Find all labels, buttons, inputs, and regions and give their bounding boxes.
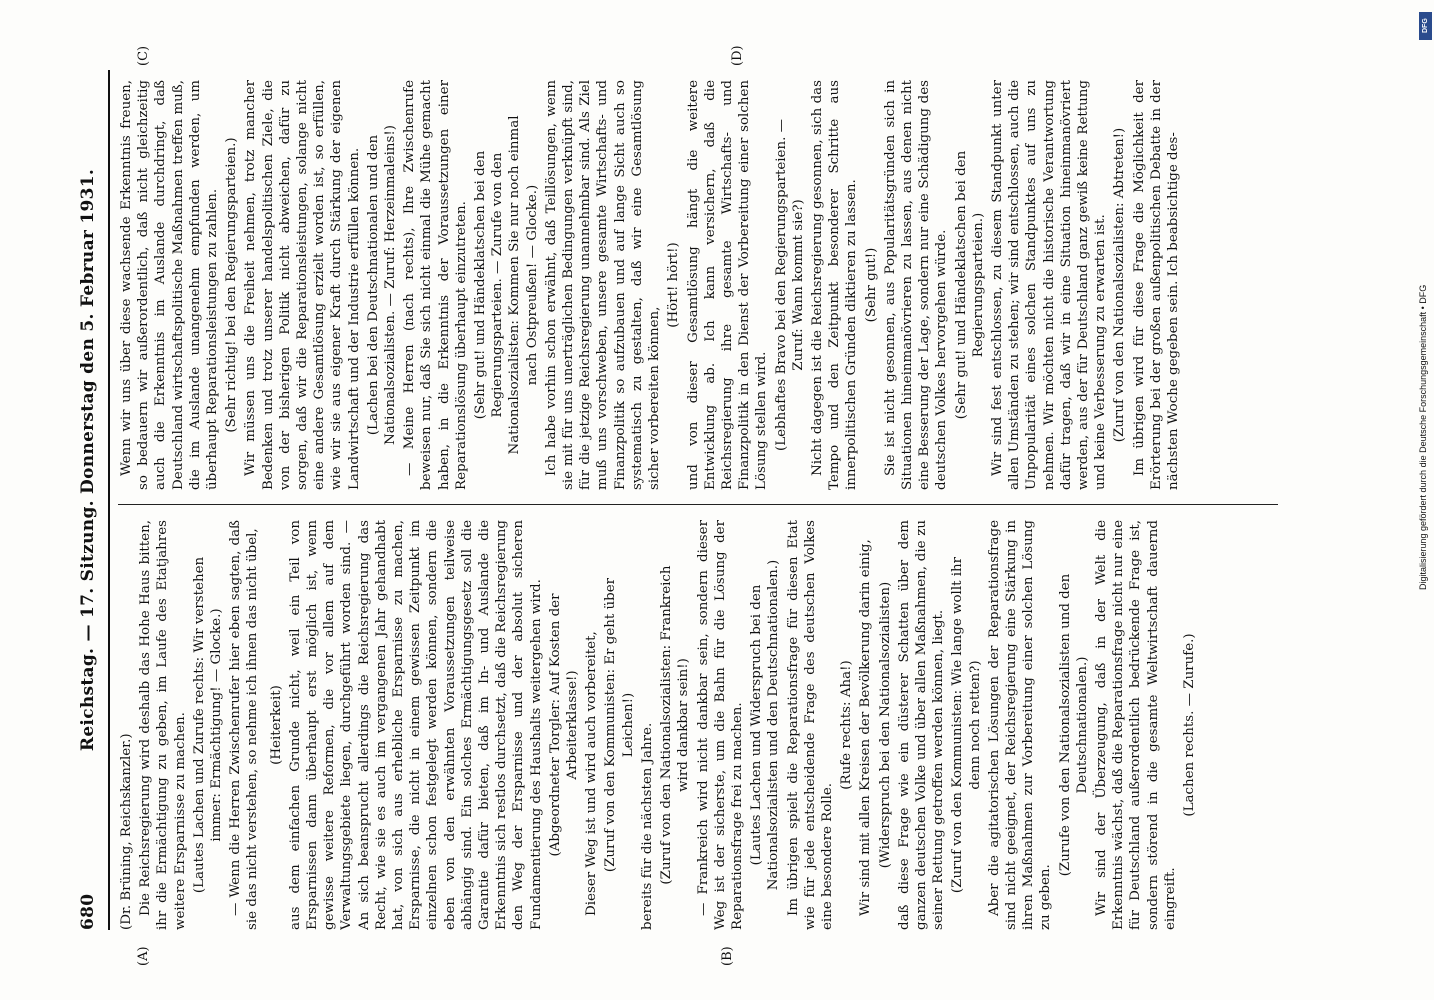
interjection: (Zurufe von den Nationalsozialisten und den Deutschnationalen.): [1057, 573, 1090, 877]
margin-mark-b: (B): [720, 946, 735, 966]
paragraph: — Frankreich wird nicht dankbar sein, sondern dieser Weg ist der sicherste, um die Bahn für die Lösung der Reparationsfrage frei zu machen.: [695, 520, 745, 930]
interjection: (Zuruf von den Nationalsozialisten: Frankreich wird dankbar sein!): [659, 565, 692, 885]
interjection: (Hört! hört!): [666, 242, 682, 328]
margin-mark-d: (D): [730, 45, 745, 66]
paragraph: daß diese Frage wie ein düsterer Schatten über dem ganzen deutschen Volke und über allen Maßnahmen, die zu seiner Rettung getroffen werden können, liegt.: [896, 520, 947, 930]
left-column: [118, 520, 1318, 930]
interjection: (Lachen rechts. — Zurufe.): [1181, 633, 1197, 817]
page-header: [70, 70, 110, 930]
paragraph: Nicht dagegen ist die Reichsregierung gesonnen, sich das Tempo und den Zeitpunkt besonderer Schritte aus innerpolitischen Gründen diktieren zu lassen.: [809, 80, 860, 490]
header-rule: [108, 70, 110, 930]
digitization-credit: Digitalisierung gefördert durch die Deutsche Forschungsgemeinschaft • DFG: [1418, 284, 1428, 590]
paragraph: bereits für die nächsten Jahre.: [639, 722, 655, 930]
paragraph: — Wenn die Herren Zwischenrufer hier eben sagten, daß sie das nicht verstehen, so nehme ich ihnen das nicht übel,: [228, 520, 261, 930]
paragraph: Wenn wir uns über diese wachsende Erkenntnis freuen, so bedauern wir außerordentlich, daß nicht gleichzeitig auch die Erkenntnis im Auslande durchdringt, daß Deutschland wirtschaftspolitische Maßnahmen treffen muß, die im Auslande unangenehm empfunden werden, um überhaupt Reparationsleistungen zu zahlen.: [119, 80, 221, 490]
interjection: (Zuruf von den Kommunisten: Wie lange wollt ihr denn noch retten?): [950, 556, 983, 894]
paragraph: Im übrigen spielt die Reparationsfrage für diesen Etat wie für jede entscheidende Frage des deutschen Volkes eine besondere Rolle.: [785, 520, 835, 930]
interjection: (Rufe rechts: Aha!): [839, 660, 855, 790]
interjection: (Sehr gut! und Händeklatschen bei den Regierungsparteien. — Zurufe von den Nationalsozialisten: Kommen Sie nur noch einmal nach Ostpreußen! — Glocke.): [473, 115, 540, 455]
margin-mark-c: (C): [136, 45, 151, 66]
paragraph: Wir sind der Überzeugung, daß in der Welt die Erkenntnis wächst, daß die Reparationsfrage nicht nur eine für Deutschland außerordentlich bedrückende Frage ist, sondern störend in die gesamte Weltwirtschaft dauernd eingreift.: [1093, 520, 1178, 930]
interjection: (Lachen bei den Deutschnationalen und den Nationalsozialisten. — Zuruf: Herzeinmaleins!): [365, 125, 399, 445]
interjection: (Zuruf von den Nationalsozialisten: Abtreten!): [1112, 127, 1128, 443]
interjection: (Sehr gut!): [863, 247, 879, 323]
paragraph: Ich habe vorhin schon erwähnt, daß Teillösungen, wenn sie mit für uns unerträglichen Bedingungen verknüpft sind, für die jetzige Reichsregierung unannehmbar sind. Als Ziel muß uns vorschweben, unsere gesamte Wirtschafts- und Finanzpolitik so aufzubauen und auf lange Sicht auch so systematisch zu gestalten, daß wir eine Gesamtlösung sicher vorbereiten können,: [543, 80, 663, 490]
speaker-line: (Dr. Brüning, Reichskanzler.): [119, 733, 134, 930]
interjection: (Lebhaftes Bravo bei den Regierungsparteien. — Zuruf: Wann kommt sie?): [773, 119, 806, 452]
column-separator: [118, 504, 1278, 505]
page-number: 680: [78, 893, 98, 930]
interjection: (Lautes Lachen und Zurufe rechts: Wir verstehen immer: Ermächtigung! — Glocke.): [191, 556, 225, 894]
paragraph: Die Reichsregierung wird deshalb das Hohe Haus bitten, ihr die Ermächtigung zu geben, im Laufe des Etatjahres weitere Ersparnisse zu machen.: [138, 520, 188, 930]
paragraph: Wir müssen uns die Freiheit nehmen, trotz mancher Bedenken und trotz unserer handelspolitischen Ziele, die von der bisherigen Politik nicht abweichen, dafür zu sorgen, daß wir die Reparationsleistungen, solange nicht eine andere Gesamtlösung erzielt worden ist, so erfüllen, wie wir sie aus eigener Kraft durch Stärkung der eigenen Landwirtschaft und der Industrie erfüllen können.: [243, 80, 362, 490]
interjection: (Sehr gut! und Händeklatschen bei den Regierungsparteien.): [953, 150, 986, 420]
dfg-logo: DFG: [1419, 12, 1432, 40]
interjection: (Sehr richtig! bei den Regierungsparteien.): [224, 137, 240, 433]
interjection: (Lautes Lachen und Widerspruch bei den Nationalsozialisten und den Deutschnationalen.): [749, 559, 782, 891]
interjection: (Widerspruch bei den Nationalsozialisten): [877, 581, 893, 869]
interjection: (Abgeordneter Torgler: Auf Kosten der Arbeiterklasse!): [547, 593, 581, 857]
paragraph: Dieser Weg ist und wird auch vorbereitet,: [584, 631, 600, 916]
paragraph: aus dem einfachen Grunde nicht, weil ein Teil von Ersparnissen dann überhaupt erst möglich ist, wenn gewisse weitere Reformen, die vor allem auf dem Verwaltungsgebiete liegen, durchgeführt worden sind. — An sich beansprucht allerdings die Reichsregierung das Recht, wie sie es auch im vergangenen Jahr gehandhabt hat, von sich aus erhebliche Ersparnisse zu machen, Ersparnisse, die nicht in einem gewissen Zeitpunkt im einzelnen schon festgelegt werden können, sondern die eben von den erwähnten Voraussetzungen teilweise abhängig sind. Ein solches Ermächtigungsgesetz soll die Garantie dafür bieten, daß im In- und Auslande die Erkenntnis sich restlos durchsetzt, daß die Reichsregierung den Weg der Ersparnisse und der absolut sicheren Fundamentierung des Haushalts weitergehen wird.: [287, 520, 544, 930]
interjection: (Zuruf von den Kommunisten: Er geht über Leichen!): [603, 577, 636, 873]
paragraph: Sie ist nicht gesonnen, aus Popularitätsgründen sich in Situationen hineinmanövrieren zu lassen, aus denen nicht eine Besserung der Lage, sondern nur eine Schädigung des deutschen Volkes hervorgehen würde.: [882, 80, 950, 490]
page-title: Reichstag. — 17. Sitzung. Donnerstag den 5. Februar 1931.: [78, 168, 98, 752]
paragraph: und von dieser Gesamtlösung hängt die weitere Entwicklung ab. Ich kann versichern, daß die Reichsregierung ihre gesamte Wirtschafts- und Finanzpolitik in den Dienst der Vorbereitung einer solchen Lösung stellen wird.: [685, 80, 770, 490]
paragraph: Wir sind mit allen Kreisen der Bevölkerung darin einig,: [858, 539, 874, 916]
margin-mark-a: (A): [136, 946, 151, 966]
rotated-page-content: [70, 45, 1330, 966]
interjection: (Heiterkeit): [268, 685, 284, 765]
paragraph: — Meine Herren (nach rechts), Ihre Zwischenrufe beweisen nur, daß Sie sich nicht einmal die Mühe gemacht haben, in die Erkenntnis der Voraussetzungen einer Reparationslösung überhaupt einzutreten.: [402, 80, 469, 490]
paragraph: Im übrigen wird für diese Frage die Möglichkeit der Erörterung bei der großen außenpolitischen Debatte in der nächsten Woche gegeben sein. Ich beabsichtige des-: [1131, 80, 1181, 490]
paragraph: Aber die agitatorischen Lösungen der Reparationsfrage sind nicht geeignet, der Reichsregierung eine Stärkung in ihren Maßnahmen zur Vorbereitung einer solchen Lösung zu geben.: [986, 520, 1054, 930]
paragraph: Wir sind fest entschlossen, zu diesem Standpunkt unter allen Umständen zu stehen; wir sind entschlossen, auch die Unpopularität eines solchen Standpunktes auf uns zu nehmen. Wir möchten nicht die historische Verantwortung dafür tragen, daß wir in eine Situation hineinmanövriert werden, aus der für Deutschland ganz gewiß keine Rettung und keine Verbesserung zu erwarten ist.: [989, 80, 1109, 490]
right-column: [118, 80, 1318, 490]
